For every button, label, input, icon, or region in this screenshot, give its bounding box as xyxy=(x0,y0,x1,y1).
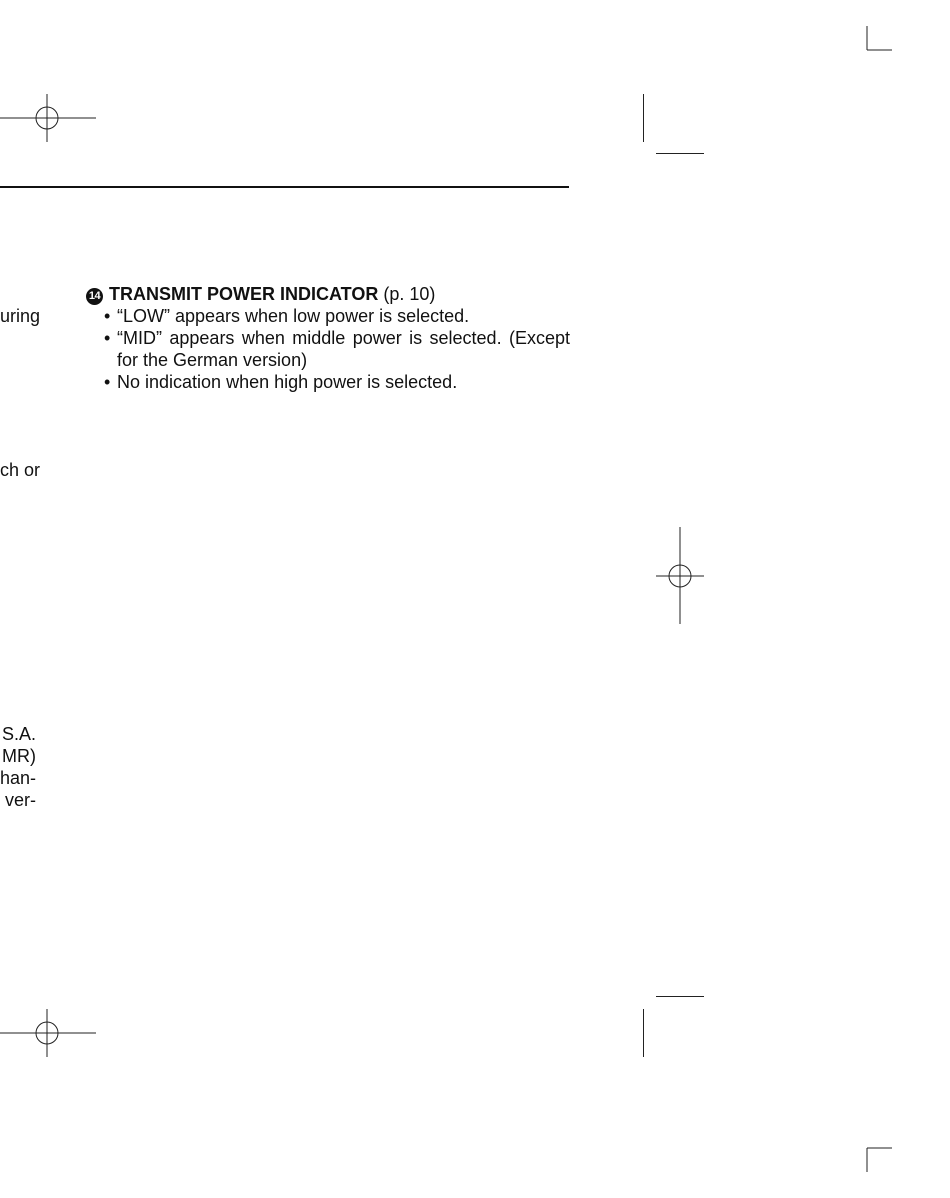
left-column-fragment: S.A. xyxy=(1,724,36,744)
left-column-fragment: ch or xyxy=(0,460,41,480)
list-item xyxy=(104,371,570,393)
trim-mark-vertical-bottom xyxy=(643,1009,644,1057)
header-rule xyxy=(0,186,569,188)
crop-mark-bottom-right xyxy=(864,1145,894,1173)
left-column-fragment: uring xyxy=(0,306,41,326)
section-heading xyxy=(86,283,576,305)
bullet-icon: • xyxy=(104,372,111,392)
bullet-icon: • xyxy=(104,306,111,326)
section-title: TRANSMIT POWER INDICATOR xyxy=(109,284,379,304)
section-number-badge: 14 xyxy=(86,288,103,305)
crop-mark-top-right xyxy=(864,26,894,54)
list-item-text: No indication when high power is selected. xyxy=(117,372,458,392)
list-item-text: “LOW” appears when low power is selected. xyxy=(117,306,470,326)
registration-mark-top-left xyxy=(0,92,100,144)
list-item xyxy=(104,327,570,371)
bullet-list xyxy=(104,305,570,393)
list-item xyxy=(104,305,570,327)
trim-mark-horizontal-bottom xyxy=(656,996,704,997)
left-column-fragment: MR) xyxy=(2,746,36,766)
registration-mark-right xyxy=(654,527,706,625)
trim-mark-horizontal-top xyxy=(656,153,704,154)
page-reference: (p. 10) xyxy=(383,284,436,304)
registration-mark-bottom-left xyxy=(0,1007,100,1059)
trim-mark-vertical-top xyxy=(643,94,644,142)
bullet-icon: • xyxy=(104,328,111,348)
left-column-fragment: ver- xyxy=(5,790,36,810)
left-column-fragment: han- xyxy=(0,768,37,788)
list-item-text: “MID” appears when middle power is selected. (Except for the German version) xyxy=(117,328,570,370)
